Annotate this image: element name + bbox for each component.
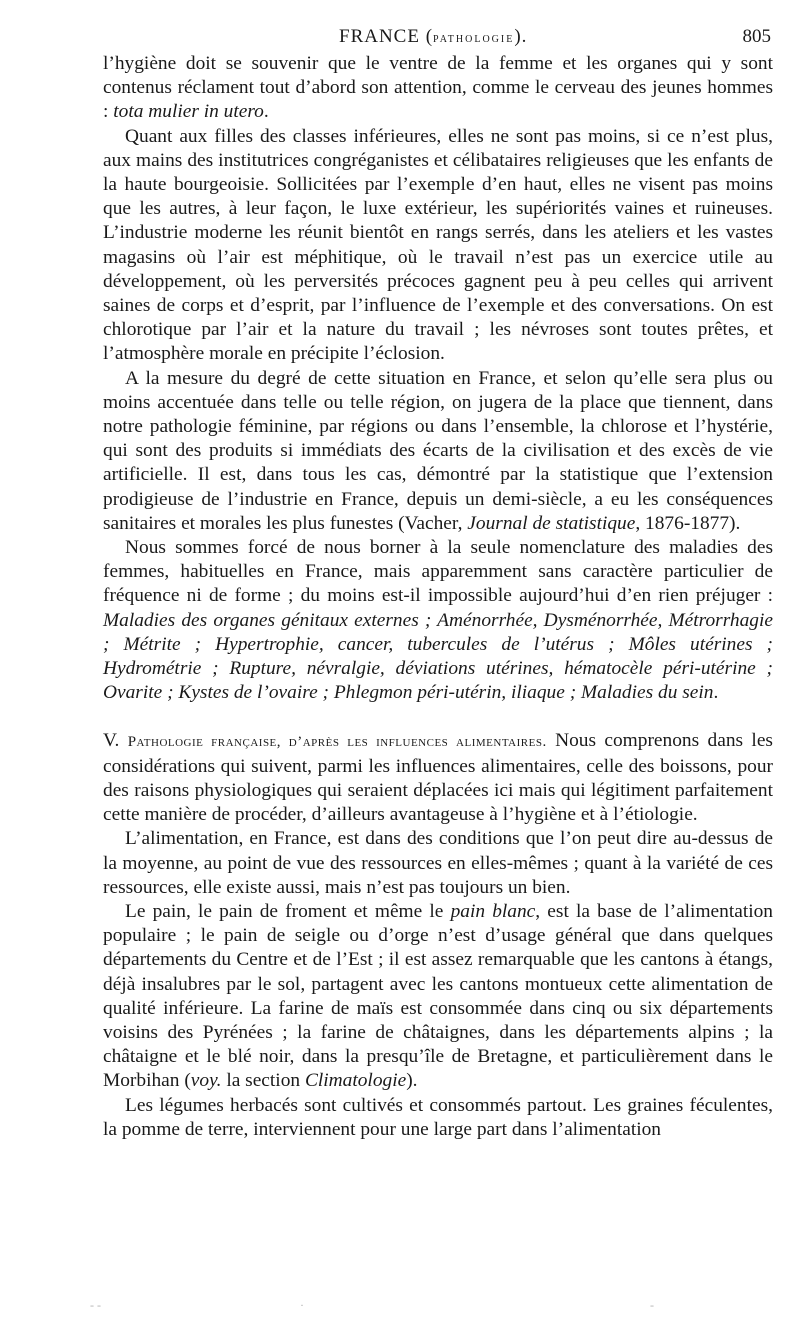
paragraph-end: ).	[406, 1070, 418, 1092]
paragraph-text: L’alimentation, en France, est dans des conditions que l’on peut dire au-dessus de la moyenne, au point de vue des ressources en elles-mêmes ; quant à la variété de ces ressources, elle existe aussi, mais n’est pas toujours un bien.	[103, 828, 773, 898]
page	[103, 22, 773, 1142]
paragraph-text: Les légumes herbacés sont cultivés et consommés partout. Les graines féculentes, la pomme de terre, interviennent pour une large part dans l’alimentation	[103, 1094, 773, 1140]
running-title-end: ).	[514, 26, 528, 47]
paragraph-hygiene	[103, 52, 773, 125]
running-title	[339, 26, 527, 48]
journal-title: Journal de statistique	[467, 512, 636, 534]
paragraph-nomenclature	[103, 536, 773, 705]
paragraph-pain	[103, 900, 773, 1094]
scan-mark: ‐	[650, 1298, 654, 1312]
paragraph-text: A la mesure du degré de cette situation en France, et selon qu’elle sera plus ou moins accentuée dans telle ou telle région, on jugera de la place que tiennent, dans notre pathologie féminine, par régions ou dans l’ensemble, la chlorose et l’hystérie, qui sont des produits si immédiats des écarts de la civilisation et des excès de vie artificielle. Il est, dans tous les cas, démontré par la statistique que l’extension prodigieuse de l’industrie en France, depuis un demi-siècle, a eu les conséquences sanitaires et morales les plus funestes (Vacher,	[103, 367, 773, 534]
section-heading: Pathologie française, d’après les influences alimentaires.	[127, 734, 547, 751]
body-text	[103, 52, 773, 1142]
paragraph-end: , 1876-1877).	[635, 512, 741, 534]
italic-term: pain blanc	[450, 900, 536, 922]
section-numeral: V.	[103, 730, 128, 752]
scan-mark: ·	[300, 1298, 304, 1312]
paragraph-text: la section	[221, 1070, 305, 1092]
paragraph-filles	[103, 125, 773, 367]
paragraph-text: Nous sommes forcé de nous borner à la seule nomenclature des maladies des femmes, habituelles en France, mais apparemment sans caractère particulier de fréquence ni de forme ; du moins est-il impossible aujourd’hui d’en rien préjuger :	[103, 537, 773, 607]
paragraph-text: Nous comprenons dans les considérations qui suivent, parmi les influences alimentaires, celle des boissons, pour des raisons physiologiques qui seraient déplacées ici mais qui légitiment parfaitement cette manière de procéder, d’ailleurs avantageuse à l’hygiène et à l’étiologie.	[103, 730, 773, 826]
paragraph-end: .	[713, 682, 719, 704]
paragraph-mesure	[103, 367, 773, 536]
italic-term: Climatologie	[304, 1070, 407, 1092]
page-number: 805	[742, 26, 771, 47]
running-head	[103, 22, 773, 52]
running-title-smallcaps: pathologie	[433, 31, 515, 46]
paragraph-text: , est la base de l’alimentation populaire ; le pain de seigle ou d’orge n’est d’usage général que dans quelques départements du Centre et de l’Est ; il est assez remarquable que les cantons à étangs, déjà insalubres par le sol, partagent avec les cantons montueux cette alimentation de qualité inférieure. La farine de maïs est consommée dans cinq ou six départements voisins des Pyrénées ; la farine de châtaignes, dans les départements alpins ; la châtaigne et le blé noir, dans la presqu’île de Bretagne, et particulièrement dans le Morbihan (	[103, 900, 773, 1092]
paragraph-end: .	[263, 101, 269, 123]
paragraph-text: Le pain, le pain de froment et même le	[125, 900, 451, 922]
paragraph-text: Quant aux filles des classes inférieures, elles ne sont pas moins, si ce n’est plus, aux mains des institutrices congréganistes et célibataires religieuses que les enfants de la haute bourgeoisie. Sollicitées par l’exemple d’en haut, elles ne visent pas moins que les autres, à leur façon, le luxe extérieur, les supériorités vaines et ruineuses. L’industrie moderne les réunit bientôt en rangs serrés, dans les ateliers et les vastes magasins où l’air est méphitique, où le travail n’est pas un exercice utile au développement, où les perversités précoces gagnent peu à peu celles qui arrivent saines de corps et d’esprit, par l’influence de l’exemple et des conversations. On est chlorotique par l’air et la nature du travail ; les névroses sont toutes prêtes, et l’atmosphère morale en précipite l’éclosion.	[103, 125, 773, 365]
scan-mark: ‐ ‐	[90, 1298, 101, 1312]
running-title-main: FRANCE (	[339, 26, 434, 47]
paragraph-text: l’hygiène doit se souvenir que le ventre de la femme et les organes qui y sont contenus réclament tout d’abord son attention, comme le cerveau des jeunes hommes :	[103, 53, 773, 123]
paragraph-legumes	[103, 1094, 773, 1142]
section-v-heading-paragraph	[103, 729, 773, 827]
latin-phrase: tota mulier in utero	[113, 101, 264, 123]
paragraph-alimentation	[103, 827, 773, 900]
disease-list: Maladies des organes génitaux externes ; Aménorrhée, Dysménorrhée, Métrorrhagie ; Métrite ; Hypertrophie, cancer, tubercules de l’utérus ; Môles utérines ; Hydrométrie ; Rupture, névralgie, déviations utérines, hématocèle péri-utérine ; Ovarite ; Kystes de l’ovaire ; Phlegmon péri-utérin, iliaque ; Maladies du sein	[103, 609, 773, 704]
italic-term: voy.	[190, 1070, 222, 1092]
